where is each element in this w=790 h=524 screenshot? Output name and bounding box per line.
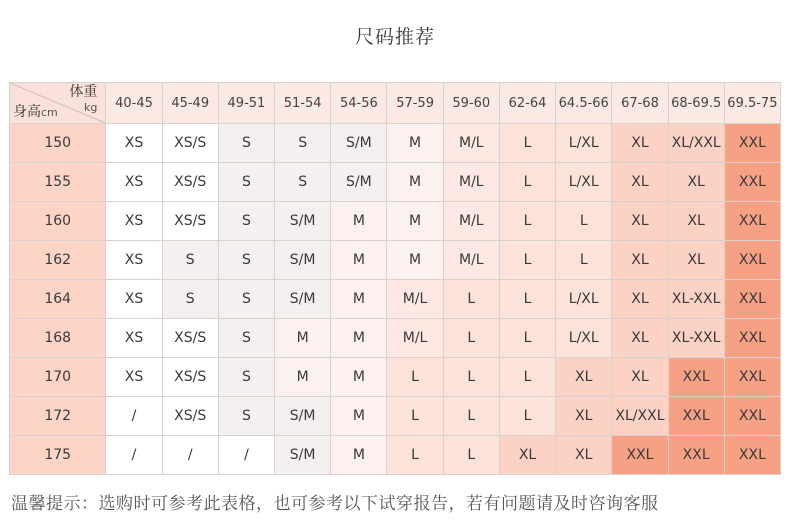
- weight-range-header: 40-45: [106, 83, 162, 124]
- height-cell: 160: [10, 202, 106, 241]
- size-cell: /: [162, 436, 218, 475]
- height-cell: 168: [10, 319, 106, 358]
- size-cell: XS/S: [162, 397, 218, 436]
- size-cell: XS: [106, 241, 162, 280]
- size-cell: XXL: [724, 163, 780, 202]
- weight-range-header: 49-51: [218, 83, 274, 124]
- size-cell: M: [331, 319, 387, 358]
- size-cell: XL: [668, 241, 724, 280]
- size-cell: /: [106, 436, 162, 475]
- height-cell: 175: [10, 436, 106, 475]
- size-cell: XL/XXL: [668, 124, 724, 163]
- size-cell: M/L: [443, 241, 499, 280]
- size-cell: M/L: [387, 319, 443, 358]
- size-cell: XL: [668, 202, 724, 241]
- table-row: [10, 436, 781, 475]
- size-cell: XS/S: [162, 124, 218, 163]
- weight-range-header: 69.5-75: [724, 83, 780, 124]
- height-cell: 162: [10, 241, 106, 280]
- size-cell: M: [387, 163, 443, 202]
- weight-range-header: 45-49: [162, 83, 218, 124]
- size-cell: S: [275, 124, 331, 163]
- size-cell: L: [387, 358, 443, 397]
- table-row: [10, 202, 781, 241]
- height-cell: 170: [10, 358, 106, 397]
- size-cell: S/M: [275, 241, 331, 280]
- table-row: [10, 319, 781, 358]
- table-row: [10, 124, 781, 163]
- size-cell: S: [218, 241, 274, 280]
- size-cell: XS/S: [162, 202, 218, 241]
- size-cell: L: [443, 319, 499, 358]
- size-cell: S/M: [331, 124, 387, 163]
- weight-range-header: 62-64: [499, 83, 555, 124]
- size-cell: S: [162, 241, 218, 280]
- weight-range-header: 64.5-66: [556, 83, 612, 124]
- size-cell: S: [218, 202, 274, 241]
- table-row: [10, 397, 781, 436]
- size-table-body: [10, 83, 781, 475]
- size-cell: XL: [668, 163, 724, 202]
- size-cell: XL: [612, 202, 668, 241]
- size-cell: XXL: [668, 397, 724, 436]
- weight-label: 体重: [69, 84, 98, 100]
- size-cell: XS/S: [162, 358, 218, 397]
- size-cell: XL: [612, 124, 668, 163]
- size-cell: M: [275, 358, 331, 397]
- height-cell: 150: [10, 124, 106, 163]
- size-cell: M/L: [443, 124, 499, 163]
- size-cell: M: [331, 241, 387, 280]
- page-title: 尺码推荐: [354, 26, 435, 48]
- height-cell: 164: [10, 280, 106, 319]
- corner-header-cell: [10, 83, 106, 124]
- size-cell: S/M: [275, 280, 331, 319]
- weight-axis-label: [69, 85, 97, 115]
- size-cell: M/L: [387, 280, 443, 319]
- size-cell: M/L: [443, 163, 499, 202]
- height-cell: 155: [10, 163, 106, 202]
- table-row: [10, 241, 781, 280]
- size-cell: M: [331, 202, 387, 241]
- size-cell: S/M: [275, 397, 331, 436]
- size-chart-table: [9, 82, 781, 475]
- height-unit: cm: [41, 106, 58, 119]
- size-cell: L: [387, 397, 443, 436]
- size-cell: L: [499, 163, 555, 202]
- size-cell: XXL: [724, 280, 780, 319]
- weight-range-header: 59-60: [443, 83, 499, 124]
- size-cell: L: [443, 358, 499, 397]
- size-cell: L: [499, 397, 555, 436]
- weight-range-header: 57-59: [387, 83, 443, 124]
- size-cell: L/XL: [556, 163, 612, 202]
- size-cell: M: [387, 124, 443, 163]
- size-cell: S: [218, 358, 274, 397]
- size-cell: S: [218, 124, 274, 163]
- size-cell: /: [106, 397, 162, 436]
- size-cell: S: [218, 397, 274, 436]
- weight-range-header: 51-54: [275, 83, 331, 124]
- size-cell: M: [387, 202, 443, 241]
- size-cell: XL-XXL: [668, 319, 724, 358]
- size-cell: XXL: [724, 358, 780, 397]
- size-cell: M: [275, 319, 331, 358]
- size-cell: XS: [106, 163, 162, 202]
- size-cell: L: [499, 241, 555, 280]
- size-cell: L/XL: [556, 124, 612, 163]
- size-cell: S/M: [275, 436, 331, 475]
- size-cell: L: [556, 241, 612, 280]
- table-row: [10, 163, 781, 202]
- size-cell: XL/XXL: [612, 397, 668, 436]
- size-cell: XL: [612, 163, 668, 202]
- size-cell: XXL: [612, 436, 668, 475]
- size-cell: XXL: [724, 319, 780, 358]
- size-cell: L: [443, 280, 499, 319]
- weight-range-header: 68-69.5: [668, 83, 724, 124]
- height-axis-label: [13, 101, 58, 121]
- size-cell: XS: [106, 124, 162, 163]
- weight-range-header: 67-68: [612, 83, 668, 124]
- size-cell: XXL: [668, 436, 724, 475]
- size-cell: L: [499, 202, 555, 241]
- size-cell: L: [499, 319, 555, 358]
- weight-header-row: [10, 83, 781, 124]
- height-label: 身高: [13, 104, 41, 120]
- size-cell: XXL: [724, 436, 780, 475]
- size-cell: XL: [556, 397, 612, 436]
- size-cell: M: [331, 397, 387, 436]
- table-row: [10, 358, 781, 397]
- height-cell: 172: [10, 397, 106, 436]
- size-cell: XL: [499, 436, 555, 475]
- size-cell: L/XL: [556, 319, 612, 358]
- size-cell: XXL: [724, 241, 780, 280]
- size-cell: XS: [106, 202, 162, 241]
- size-cell: XL: [612, 358, 668, 397]
- size-cell: XS: [106, 280, 162, 319]
- size-cell: XXL: [724, 202, 780, 241]
- weight-range-header: 54-56: [331, 83, 387, 124]
- size-cell: L: [443, 397, 499, 436]
- size-cell: M: [387, 241, 443, 280]
- size-cell: L: [499, 358, 555, 397]
- size-cell: XL: [612, 241, 668, 280]
- size-cell: M: [331, 436, 387, 475]
- size-cell: S: [218, 163, 274, 202]
- size-cell: XXL: [668, 358, 724, 397]
- size-cell: /: [218, 436, 274, 475]
- size-cell: XXL: [724, 124, 780, 163]
- size-cell: M: [331, 358, 387, 397]
- tip-note: 温馨提示：选购时可参考此表格，也可参考以下试穿报告，若有问题请及时咨询客服: [11, 494, 659, 514]
- weight-unit: kg: [84, 101, 98, 114]
- size-cell: XS/S: [162, 163, 218, 202]
- size-cell: L: [499, 280, 555, 319]
- size-cell: XS: [106, 358, 162, 397]
- size-cell: L: [556, 202, 612, 241]
- size-cell: XL: [612, 280, 668, 319]
- size-cell: XL: [612, 319, 668, 358]
- size-cell: M: [331, 280, 387, 319]
- size-cell: L: [387, 436, 443, 475]
- size-cell: M/L: [443, 202, 499, 241]
- size-cell: XL: [556, 436, 612, 475]
- size-cell: S: [162, 280, 218, 319]
- size-cell: L/XL: [556, 280, 612, 319]
- size-cell: XL-XXL: [668, 280, 724, 319]
- size-cell: XS: [106, 319, 162, 358]
- size-cell: S: [275, 163, 331, 202]
- size-cell: XS/S: [162, 319, 218, 358]
- table-row: [10, 280, 781, 319]
- size-cell: XXL: [724, 397, 780, 436]
- size-cell: S/M: [275, 202, 331, 241]
- size-cell: XL: [556, 358, 612, 397]
- size-cell: S: [218, 319, 274, 358]
- size-cell: L: [443, 436, 499, 475]
- size-cell: S/M: [331, 163, 387, 202]
- size-cell: S: [218, 280, 274, 319]
- size-cell: L: [499, 124, 555, 163]
